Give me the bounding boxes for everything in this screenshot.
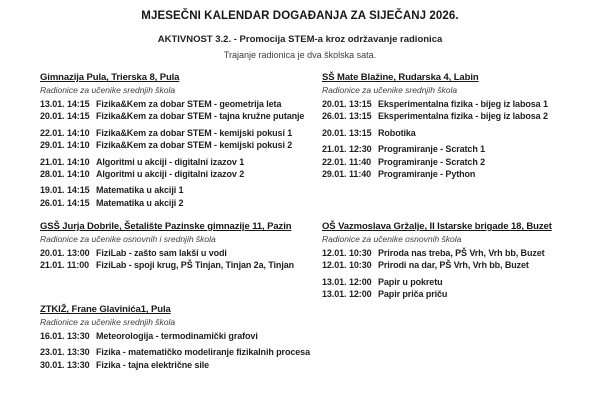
event-title: Robotika bbox=[378, 127, 416, 138]
event-title: Papir u pokretu bbox=[378, 276, 443, 287]
duration-note: Trajanje radionica je dva školska sata. bbox=[223, 50, 377, 60]
event-date: 30.01. bbox=[40, 359, 65, 370]
event-time: 14:10 bbox=[67, 127, 90, 138]
event-title: Algoritmi u akciji - digitalni izazov 1 bbox=[96, 156, 245, 167]
event-time: 14:10 bbox=[67, 169, 90, 180]
event-group bbox=[40, 184, 322, 209]
event-time: 14:15 bbox=[67, 111, 90, 122]
event-group bbox=[322, 276, 582, 301]
event-group bbox=[40, 330, 322, 342]
event-row bbox=[322, 143, 582, 155]
event-date: 26.01. bbox=[40, 197, 65, 208]
event-date: 20.01. bbox=[40, 111, 65, 122]
event-title: Matematika u akciji 2 bbox=[96, 197, 184, 208]
section-ztkiz bbox=[40, 303, 322, 371]
event-title: Fizika - matematičko modeliranje fizikalnih procesa bbox=[96, 347, 310, 358]
event-time: 10:30 bbox=[349, 260, 372, 271]
event-date: 28.01. bbox=[40, 169, 65, 180]
event-group bbox=[40, 346, 322, 371]
event-title: Algoritmi u akciji - digitalni izazov 2 bbox=[96, 169, 245, 180]
event-title: Fizika - tajna električne sile bbox=[96, 359, 210, 370]
event-date: 19.01. bbox=[40, 185, 65, 196]
event-row bbox=[40, 168, 322, 180]
section-gss-jurja-dobrile bbox=[40, 220, 322, 303]
event-row bbox=[40, 110, 322, 122]
event-time: 13:30 bbox=[67, 331, 90, 341]
event-group bbox=[322, 247, 582, 272]
event-time: 11:40 bbox=[349, 169, 372, 180]
event-date: 13.01. bbox=[322, 276, 347, 287]
event-row bbox=[322, 247, 582, 259]
event-title: Programiranje - Scratch 1 bbox=[378, 144, 486, 155]
event-time: 13:30 bbox=[67, 359, 90, 370]
event-title: Meteorologija - termodinamički grafovi bbox=[96, 331, 258, 341]
event-time: 13:15 bbox=[349, 111, 372, 122]
audience-note: Radionice za učenike srednjih škola bbox=[40, 317, 176, 327]
event-date: 29.01. bbox=[40, 140, 65, 151]
event-row bbox=[322, 168, 582, 180]
event-time: 14:15 bbox=[67, 185, 90, 196]
event-row bbox=[40, 359, 322, 371]
event-time: 14:10 bbox=[67, 140, 90, 151]
event-group bbox=[40, 247, 322, 272]
event-row bbox=[322, 98, 582, 110]
event-time: 11:40 bbox=[349, 156, 372, 167]
event-row bbox=[40, 330, 322, 342]
event-row bbox=[322, 288, 582, 300]
event-row bbox=[40, 346, 322, 358]
audience-note: Radionice za učenike osnovnih škola bbox=[322, 234, 462, 244]
venue-heading: OŠ Vazmoslava Gržalje, II Istarske brigade 18, Buzet bbox=[322, 221, 552, 232]
event-title: Fizika&Kem za dobar STEM - tajna kružne putanje bbox=[96, 111, 305, 122]
event-group bbox=[40, 127, 322, 152]
event-time: 14:15 bbox=[67, 99, 90, 109]
event-date: 20.01. bbox=[322, 127, 347, 138]
event-time: 13:00 bbox=[67, 248, 90, 258]
event-title: Priroda nas treba, PŠ Vrh, Vrh bb, Buzet bbox=[378, 248, 545, 258]
event-date: 13.01. bbox=[322, 289, 347, 300]
event-title: FiziLab - zašto sam lakši u vodi bbox=[96, 248, 227, 258]
event-title: Fizika&Kem za dobar STEM - geometrija leta bbox=[96, 99, 282, 109]
event-title: Eksperimentalna fizika - bijeg iz labosa 1 bbox=[378, 99, 548, 109]
audience-note: Radionice za učenike srednjih škola bbox=[40, 85, 176, 95]
event-time: 13:30 bbox=[67, 347, 90, 358]
document-title: MJESEČNI KALENDAR DOGAĐANJA ZA SIJEČANJ 2026. bbox=[141, 10, 459, 22]
audience-note: Radionice za učenike osnovnih i srednjih škola bbox=[40, 234, 216, 244]
event-title: Fizika&Kem za dobar STEM - kemijski pokusi 1 bbox=[96, 127, 293, 138]
event-time: 13:15 bbox=[349, 99, 372, 109]
event-row bbox=[40, 127, 322, 139]
event-row bbox=[40, 184, 322, 196]
event-group bbox=[322, 127, 582, 139]
event-date: 29.01. bbox=[322, 169, 347, 180]
event-date: 23.01. bbox=[40, 347, 65, 358]
event-time: 12:30 bbox=[349, 144, 372, 155]
venue-heading: SŠ Mate Blažine, Rudarska 4, Labin bbox=[322, 72, 479, 83]
event-date: 20.01. bbox=[40, 248, 65, 258]
event-row bbox=[40, 156, 322, 168]
event-row bbox=[40, 98, 322, 110]
section-os-vazmoslava-grzalje bbox=[322, 220, 582, 303]
event-row bbox=[40, 197, 322, 209]
event-date: 21.01. bbox=[40, 156, 65, 167]
event-title: Matematika u akciji 1 bbox=[96, 185, 184, 196]
event-group bbox=[322, 98, 582, 123]
event-row bbox=[322, 110, 582, 122]
section-gimnazija-pula bbox=[40, 71, 322, 220]
event-date: 22.01. bbox=[40, 127, 65, 138]
document-header bbox=[0, 0, 600, 61]
event-date: 12.01. bbox=[322, 248, 347, 258]
activity-subtitle: AKTIVNOST 3.2. - Promocija STEM-a kroz održavanje radionica bbox=[157, 34, 443, 45]
event-title: Programiranje - Python bbox=[378, 169, 476, 180]
event-time: 14:10 bbox=[67, 156, 90, 167]
event-date: 26.01. bbox=[322, 111, 347, 122]
audience-note: Radionice za učenike srednjih škola bbox=[322, 85, 458, 95]
event-group bbox=[40, 156, 322, 181]
event-row bbox=[322, 156, 582, 168]
event-time: 12:00 bbox=[349, 289, 372, 300]
venue-heading: GSŠ Jurja Dobrile, Šetalište Pazinske gimnazije 11, Pazin bbox=[40, 221, 292, 232]
event-row bbox=[322, 259, 582, 271]
event-time: 10:30 bbox=[349, 248, 372, 258]
event-title: Programiranje - Scratch 2 bbox=[378, 156, 486, 167]
event-row bbox=[40, 139, 322, 151]
event-date: 21.01. bbox=[322, 144, 347, 155]
event-date: 21.01. bbox=[40, 260, 65, 271]
event-title: Prirodi na dar, PŠ Vrh, Vrh bb, Buzet bbox=[378, 260, 529, 271]
event-time: 11:00 bbox=[67, 260, 90, 271]
event-row bbox=[322, 127, 582, 139]
event-title: Eksperimentalna fizika - bijeg iz labosa 2 bbox=[378, 111, 548, 122]
event-title: FiziLab - spoji krug, PŠ Tinjan, Tinjan 2a, Tinjan bbox=[96, 260, 295, 271]
event-date: 16.01. bbox=[40, 331, 65, 341]
event-date: 13.01. bbox=[40, 99, 65, 109]
event-title: Fizika&Kem za dobar STEM - kemijski pokusi 2 bbox=[96, 140, 293, 151]
venue-heading: Gimnazija Pula, Trierska 8, Pula bbox=[40, 72, 180, 83]
event-date: 20.01. bbox=[322, 99, 347, 109]
calendar-columns bbox=[40, 71, 582, 371]
event-time: 13:15 bbox=[349, 127, 372, 138]
section-ss-mate-blazine bbox=[322, 71, 582, 220]
event-group bbox=[40, 98, 322, 123]
event-group bbox=[322, 143, 582, 180]
venue-heading: ZTKIŽ, Frane Glavinića1, Pula bbox=[40, 304, 171, 315]
event-row bbox=[40, 259, 322, 271]
event-row bbox=[322, 276, 582, 288]
event-row bbox=[40, 247, 322, 259]
event-date: 12.01. bbox=[322, 260, 347, 271]
event-time: 12:00 bbox=[349, 276, 372, 287]
event-date: 22.01. bbox=[322, 156, 347, 167]
event-title: Papir priča priču bbox=[378, 289, 448, 300]
event-time: 14:15 bbox=[67, 197, 90, 208]
